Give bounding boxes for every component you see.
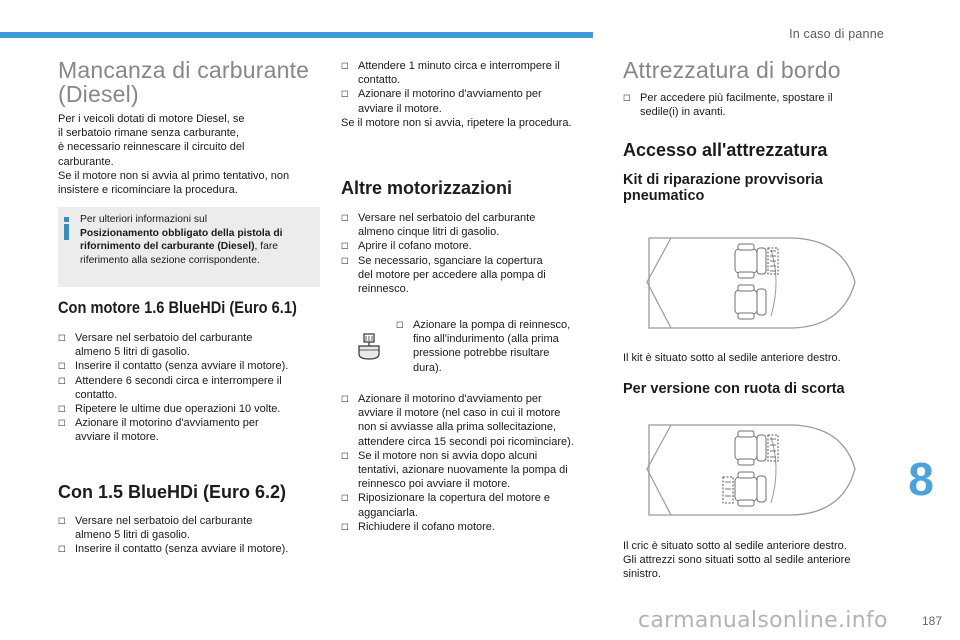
list-item: ☐ Azionare il motorino d'avviamento per avviare il motore. [341,88,542,115]
checkbox-bullet-icon: ☐ [341,450,349,461]
pump-step-box [341,310,603,384]
checkbox-bullet-icon: ☐ [58,404,66,415]
list-item: ☐ Inserire il contatto (senza avviare il motore). [58,360,289,373]
car-topview-diagram-kit [643,230,858,335]
checkbox-bullet-icon: ☐ [341,394,349,404]
steps-list-continued [341,59,611,130]
section-title-euro61: Con motore 1.6 BlueHDi (Euro 6.1) [58,298,297,317]
list-item: ☐ Se il motore non si avvia dopo alcuni tentativi, azionare nuovamente la pompa di reinnesco poi avviare il motore. [341,449,568,491]
list-item: ☐ Inserire il contatto (senza avviare il motore). [58,543,289,556]
list-item: ☐ Azionare il motorino d'avviamento per avviare il motore (nel caso in cui il motore non si avviasse alla prima sollecitazione, attendere circa 15 secondi poi ricominciare). [341,393,574,448]
seat-front-right [735,431,766,465]
list-item: ☐ Versare nel serbatoio del carburante almeno cinque litri di gasolio. [341,212,536,239]
list-item: ☐ Aprire il cofano motore. [341,240,472,253]
checkbox-bullet-icon: ☐ [341,521,349,532]
equipment-tip-list [623,91,885,119]
section-title-euro62: Con 1.5 BlueHDi (Euro 6.2) [58,482,287,502]
section-title-access: Accesso all'attrezzatura [623,140,828,160]
intro-paragraph: Per i veicoli dotati di motore Diesel, se il serbatoio rimane senza carburante, è necessario reinnescare il circuito del carburante. Se il motore non si avvia al primo tentativo, non insistere e ricominciare la procedura. [58,113,290,197]
list-item: ☐ Per accedere più facilmente, spostare il sedile(i) in avanti. [623,92,833,119]
checkbox-bullet-icon: ☐ [341,255,349,266]
checkbox-bullet-icon: ☐ [58,516,66,526]
header-accent-bar [0,32,593,38]
checkbox-bullet-icon: ☐ [341,241,349,252]
checkbox-bullet-icon: ☐ [58,544,66,555]
chapter-number-tab: 8 [908,453,934,505]
car-topview-diagram-spare [643,417,858,522]
checkbox-bullet-icon: ☐ [341,493,349,504]
equipment-title: Attrezzatura di bordo [623,57,841,83]
watermark: carmanualsonline.info [638,608,888,633]
checkbox-bullet-icon: ☐ [58,375,66,386]
checkbox-bullet-icon: ☐ [341,213,349,223]
list-item: ☐ Ripetere le ultime due operazioni 10 volte. [58,403,281,416]
section-header: In caso di panne [789,27,884,41]
list-item: ☐ Attendere 1 minuto circa e interrompere il contatto. [341,60,560,87]
page-number: 187 [921,614,942,628]
list-item: ☐ Attendere 6 secondi circa e interrompere il contatto. [58,374,282,401]
info-note-text: Per ulteriori informazioni sul Posizionamento obbligato della pistola di rifornimento del carburante (Diesel), fare riferimento alla sezione corrispondente. [80,214,283,266]
list-item: ☐ Se necessario, sganciare la copertura del motore per accedere alla pompa di reinnesco. [341,254,546,296]
seat-front-right [735,244,766,278]
seat-front-left [735,472,766,506]
checkbox-bullet-icon: ☐ [623,93,631,103]
info-icon [63,217,70,241]
subsection-title-repair-kit: Kit di riparazione provvisoria pneumatico [623,172,823,204]
spare-wheel-caption: Il cric è situato sotto al sedile anteriore destro. Gli attrezzi sono situati sotto al sedile anteriore sinistro. [623,540,851,581]
info-note-box [58,207,320,287]
tools-location [723,477,733,503]
checkbox-bullet-icon: ☐ [341,61,349,71]
checkbox-bullet-icon: ☐ [58,418,66,429]
seat-front-left [735,285,766,319]
checkbox-bullet-icon: ☐ [58,333,66,343]
steps-list-euro62 [58,514,328,557]
list-item: ☐ Riposizionare la copertura del motore e agganciarla. [341,492,550,519]
steps-list-other-a [341,211,611,296]
list-item: ☐ Versare nel serbatoio del carburante almeno 5 litri di gasolio. [58,515,253,542]
list-item: ☐ Richiudere il cofano motore. [341,520,495,533]
pump-step-text: ☐ Azionare la pompa di reinnesco, fino all'indurimento (alla prima pressione potrebbe risultare dura). [396,319,571,374]
page-title: Mancanza di carburante (Diesel) [58,57,310,107]
checkbox-bullet-icon: ☐ [396,320,404,330]
checkbox-bullet-icon: ☐ [341,89,349,100]
section-title-other-engines: Altre motorizzazioni [341,178,513,198]
repair-kit-caption: Il kit è situato sotto al sedile anteriore destro. [623,352,841,364]
steps-list-euro61 [58,331,328,445]
list-item: ☐ Azionare il motorino d'avviamento per avviare il motore. [58,417,259,444]
steps-list-other-b [341,392,611,534]
hand-pump-icon [355,332,383,362]
checkbox-bullet-icon: ☐ [58,361,66,372]
repeat-note: Se il motore non si avvia, ripetere la procedura. [341,116,572,129]
subsection-title-spare-wheel: Per versione con ruota di scorta [623,381,845,397]
list-item: ☐ Versare nel serbatoio del carburante almeno 5 litri di gasolio. [58,332,253,359]
